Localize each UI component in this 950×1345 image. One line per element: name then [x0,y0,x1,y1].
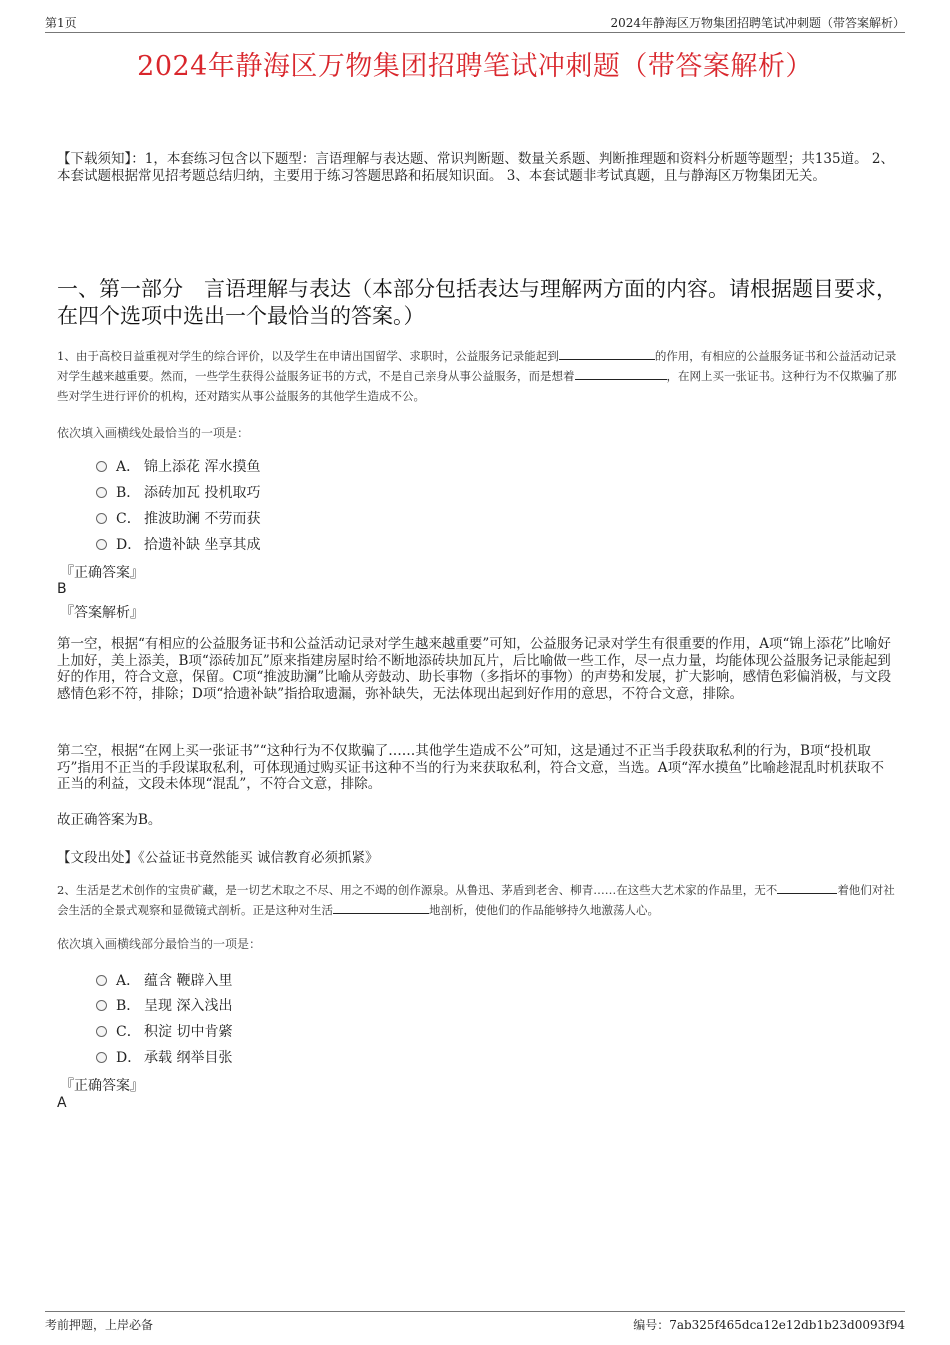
question-2-stem [57,880,902,920]
question-2-prompt: 依次填入画横线部分最恰当的一项是： [57,937,262,951]
radio-icon[interactable] [96,1026,107,1037]
option-text: 积淀 切中肯綮 [144,1024,233,1040]
question-2-text-1: 2、生活是艺术创作的宝贵矿藏，是一切艺术取之不尽、用之不竭的创作源泉。从鲁迅、茅盾到老舍、柳青……在这些大艺术家的作品里，无不 [57,883,778,897]
question-2-text-3: 地剖析，使他们的作品能够持久地激荡人心。 [429,903,659,917]
option-key: C． [116,511,141,527]
question-1-stem [57,346,902,406]
answer-blank [575,366,667,380]
page-footer [45,1311,905,1334]
passage-source: 【文段出处】《公益证书竟然能买 诚信教育必须抓紧》 [57,850,379,866]
footer-slogan: 考前押题，上岸必备 [45,1318,154,1332]
question-1-text-3: ，在网上买一张证书。这种行为不仅欺骗了那些对学生进行评价的机构，还对踏实从事公益服务的其他学生造成不公。 [57,369,897,403]
radio-icon[interactable] [96,1000,107,1011]
correct-answer: B [57,581,67,597]
section-title: 一、第一部分 言语理解与表达（本部分包括表达与理解两方面的内容。请根据题目要求，在四个选项中选出一个最恰当的答案。） [57,277,897,328]
document-id: 编号：7ab325f465dca12e12db1b23d0093f94 [633,1318,905,1332]
option-key: B． [116,998,141,1014]
option-key: D． [116,1050,142,1066]
answer-blank [777,880,837,894]
radio-icon[interactable] [96,487,107,498]
question-1-text-2: 的作用，有相应的公益服务证书和公益活动记录对学生越来越重要。然而，一些学生获得公益服务证书的方式，不是自己亲身从事公益服务，而是想着 [57,349,897,383]
option-text: 承载 纲举目张 [144,1050,233,1066]
analysis-label: 『答案解析』 [60,605,144,621]
radio-icon[interactable] [96,975,107,986]
correct-answer-label: 『正确答案』 [60,1078,144,1094]
option-key: C． [116,1024,141,1040]
option-key: A． [116,459,141,475]
option-text: 拾遗补缺 坐享其成 [144,537,261,553]
analysis-paragraph-1: 第一空，根据“有相应的公益服务证书和公益活动记录对学生越来越重要”可知，公益服务记录对学生有很重要的作用，A项“锦上添花”比喻好上加好，美上添美，B项“添砖加瓦”原来指建房屋时给不断地添砖块加瓦片，后比喻做一些工作，尽一点力量，均能体现公益服务记录能起到好的作用，符合文意，保留。C项“推波助澜”比喻从旁鼓动、助长事物（多指坏的事物）的声势和发展，扩大影响，感情色彩偏消极，与文段感情色彩不符，排除；D项“拾遗补缺”指拾取遗漏，弥补缺失，无法体现出起到好作用的意思，不符合文意，排除。 [57,636,892,702]
analysis-conclusion: 故正确答案为B。 [57,812,162,828]
option-key: B． [116,485,141,501]
correct-answer: A [57,1095,67,1111]
radio-icon[interactable] [96,539,107,550]
option-text: 蕴含 鞭辟入里 [144,973,233,989]
option-key: D． [116,537,142,553]
answer-blank [333,900,429,914]
answer-blank [559,346,655,360]
option-key: A． [116,973,141,989]
correct-answer-label: 『正确答案』 [60,565,144,581]
radio-icon[interactable] [96,461,107,472]
option-text: 推波助澜 不劳而获 [144,511,261,527]
radio-icon[interactable] [96,513,107,524]
header-title: 2024年静海区万物集团招聘笔试冲刺题（带答案解析） [610,16,905,30]
download-notice: 【下载须知】：1，本套练习包含以下题型：言语理解与表达题、常识判断题、数量关系题、判断推理题和资料分析题等题型；共135道。 2、本套试题根据常见招考题总结归纳，主要用于练习答题思路和拓展知识面。 3、本套试题非考试真题，且与静海区万物集团无关。 [57,151,894,184]
analysis-paragraph-2: 第二空，根据“在网上买一张证书”“这种行为不仅欺骗了……其他学生造成不公”可知，这是通过不正当手段获取私利的行为，B项“投机取巧”指用不正当的手段谋取私利，可体现通过购买证书这种不当的行为来获取私利，符合文意，当选。A项“浑水摸鱼”比喻趁混乱时机获取不正当的利益，文段未体现“混乱”，不符合文意，排除。 [57,743,884,792]
document-title: 2024年静海区万物集团招聘笔试冲刺题（带答案解析） [137,51,813,82]
radio-icon[interactable] [96,1052,107,1063]
option-text: 添砖加瓦 投机取巧 [144,485,261,501]
option-text: 锦上添花 浑水摸鱼 [144,459,261,475]
question-1-text-1: 1、由于高校日益重视对学生的综合评价，以及学生在申请出国留学、求职时，公益服务记录能起到 [57,349,559,363]
page-header [45,14,905,33]
page-number: 第1页 [45,16,77,30]
question-1-prompt: 依次填入画横线处最恰当的一项是： [57,426,250,440]
option-text: 呈现 深入浅出 [144,998,233,1014]
question-2-text-2: 着他们对社会生活的全景式观察和显微镜式剖析。正是这种对生活 [57,883,895,917]
